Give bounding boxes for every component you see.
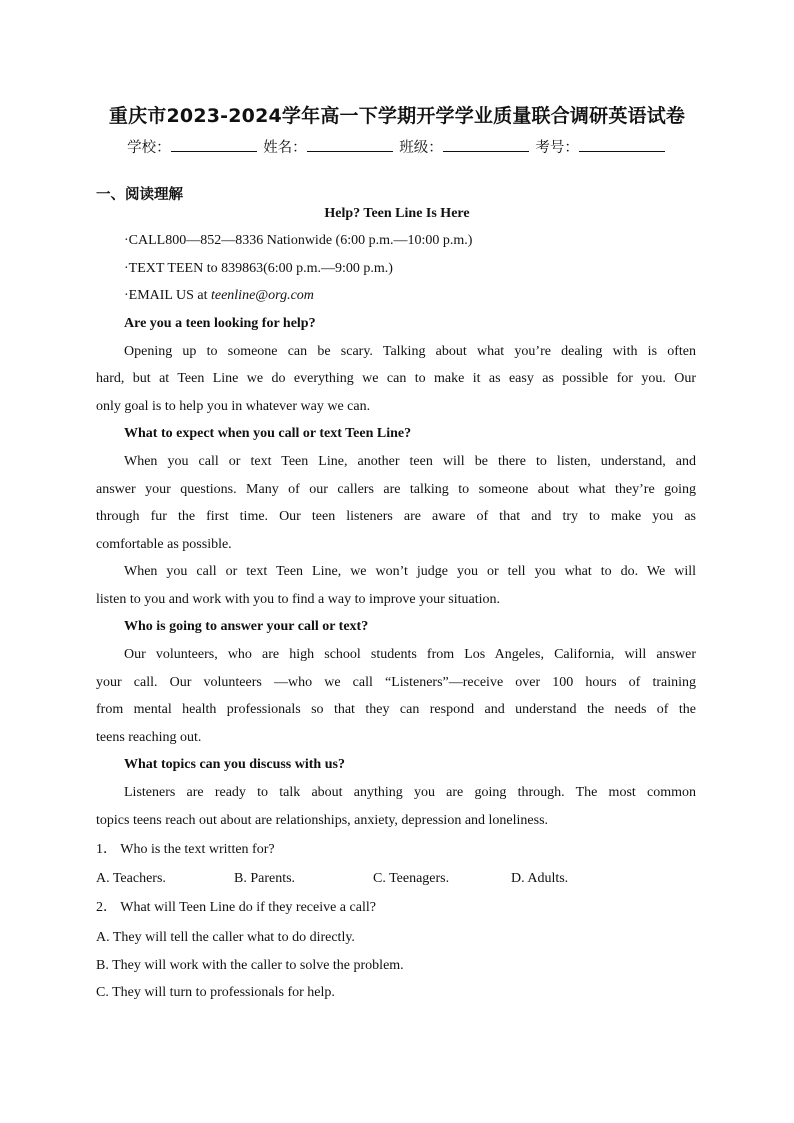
class-label: 班级： [399,140,443,156]
question-1-option-c[interactable]: C. Teenagers. [373,871,450,886]
paragraph-line: When you call or text Teen Line, another teen will be there to listen, understand, and [124,454,696,469]
number-blank[interactable] [579,137,665,152]
question-2-stem: 2． What will Teen Line do if they receive a call? [96,900,376,915]
email-prefix: ·EMAIL US at [124,288,211,303]
paragraph-line: topics teens reach out about are relationships, anxiety, depression and loneliness. [96,813,549,828]
paragraph-line: Listeners are ready to talk about anything you are going through. The most common [124,785,696,800]
question-2-option-c[interactable]: C. They will turn to professionals for help. [96,985,335,1000]
paragraph-line: comfortable as possible. [96,537,232,552]
name-label: 姓名： [263,140,307,156]
question-2-option-a[interactable]: A. They will tell the caller what to do directly. [96,930,355,945]
school-label: 学校： [127,140,171,156]
paragraph-line: through fur the first time. Our teen listeners are aware of that and try to make you as [96,509,696,524]
question-heading-2: What to expect when you call or text Teen Line? [124,426,412,441]
section-heading: 一、阅读理解 [96,187,183,203]
paragraph-line: your call. Our volunteers —who we call “Listeners”—receive over 100 hours of training [96,675,696,690]
paragraph-line: listen to you and work with you to find a way to improve your situation. [96,592,501,607]
question-heading-4: What topics can you discuss with us? [124,757,345,772]
exam-title: 重庆市2023-2024学年高一下学期开学学业质量联合调研英语试卷 [108,105,686,127]
question-heading-1: Are you a teen looking for help? [124,316,316,331]
question-1-option-d[interactable]: D. Adults. [511,871,569,886]
class-blank[interactable] [443,137,529,152]
email-address: teenline@org.com [210,288,314,303]
contact-text: ·TEXT TEEN to 839863(6:00 p.m.—9:00 p.m.) [124,261,393,276]
number-label: 考号： [535,140,579,156]
student-info-line [0,136,794,157]
question-2-option-b[interactable]: B. They will work with the caller to solve the problem. [96,958,404,973]
paragraph-line: teens reaching out. [96,730,202,745]
paragraph-line: from mental health professionals so that they can respond and understand the needs of the [96,702,696,717]
paragraph-line: only goal is to help you in whatever way we can. [96,399,371,414]
paragraph-line: Our volunteers, who are high school students from Los Angeles, California, will answer [124,647,696,662]
paragraph-line: answer your questions. Many of our callers are talking to someone about what they’re going [96,482,696,497]
paragraph-line: hard, but at Teen Line we do everything we can to make it as easy as possible for you. Our [96,371,696,386]
name-blank[interactable] [307,137,393,152]
question-1-stem: 1． Who is the text written for? [96,842,275,857]
school-blank[interactable] [171,137,257,152]
question-1-option-b[interactable]: B. Parents. [234,871,296,886]
paragraph-line: When you call or text Teen Line, we won’t judge you or tell you what to do. We will [124,564,696,579]
question-1-option-a[interactable]: A. Teachers. [96,871,166,886]
question-heading-3: Who is going to answer your call or text? [124,619,369,634]
contact-email [124,287,696,305]
contact-call: ·CALL800—852—8336 Nationwide (6:00 p.m.—10:00 p.m.) [124,233,473,248]
passage-heading: Help? Teen Line Is Here [324,206,470,221]
paragraph-line: Opening up to someone can be scary. Talking about what you’re dealing with is often [124,344,696,359]
